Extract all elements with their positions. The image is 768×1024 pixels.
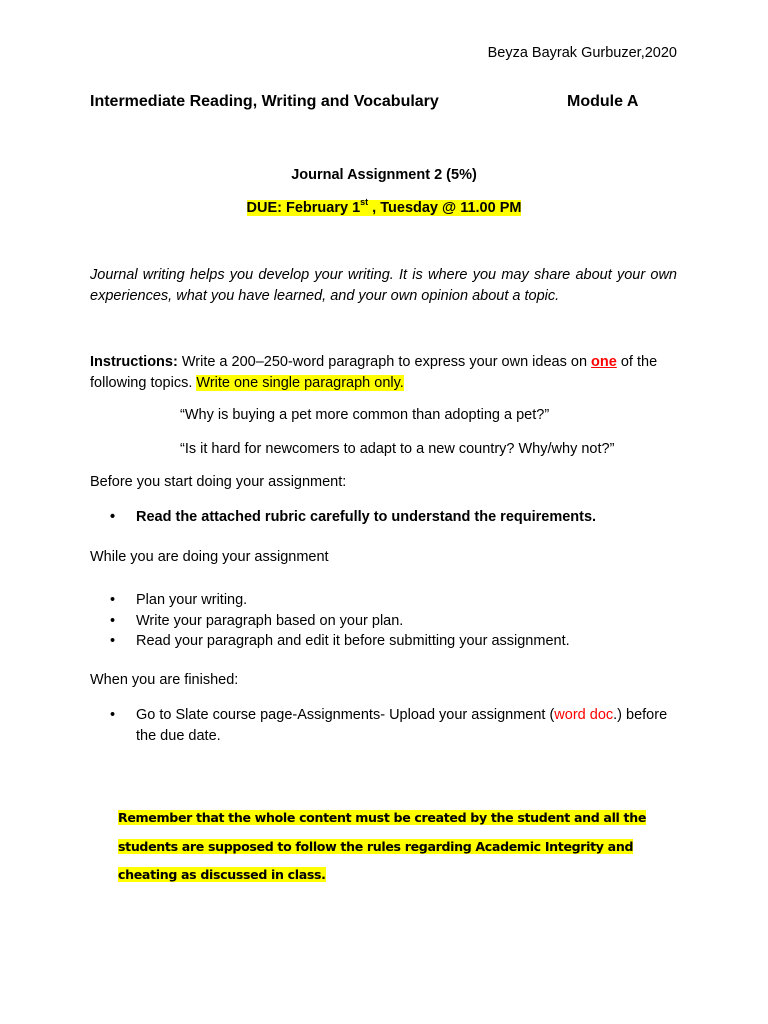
- reminder-highlight: Remember that the whole content must be created by the student and all the students are supposed to follow the rules regarding Academic Integrity and cheating as discussed in class.: [118, 810, 647, 882]
- integrity-reminder: [118, 804, 678, 890]
- instructions-text-1: Write a 200–250-word paragraph to express your own ideas on: [177, 354, 592, 370]
- module-label: Module A: [567, 93, 639, 110]
- bullet-icon: •: [110, 592, 116, 608]
- assignment-title: Journal Assignment 2 (5%): [291, 167, 477, 183]
- topic-2: “Is it hard for newcomers to adapt to a new country? Why/why not?”: [180, 441, 615, 457]
- topic-1: “Why is buying a pet more common than adopting a pet?”: [180, 407, 550, 423]
- due-date-line: [0, 197, 768, 216]
- instructions-text-2: of the following topics.: [90, 354, 658, 391]
- list-item: [110, 631, 680, 652]
- finished-text-2: .) before the due date.: [136, 707, 668, 744]
- list-item-text: Read the attached rubric carefully to understand the requirements.: [136, 509, 597, 525]
- while-heading: While you are doing your assignment: [90, 549, 329, 565]
- list-item-text: Read your paragraph and edit it before submitting your assignment.: [136, 633, 570, 649]
- list-item: [110, 705, 680, 746]
- list-item-text: Plan your writing.: [136, 592, 248, 608]
- due-date-highlight: [246, 197, 522, 216]
- before-list: [110, 507, 680, 528]
- due-ordinal: st: [360, 197, 369, 208]
- bullet-icon: •: [110, 509, 116, 525]
- instructions-paragraph: [90, 352, 677, 394]
- before-heading: Before you start doing your assignment:: [90, 474, 347, 490]
- instructions-emphasis: one: [591, 354, 617, 370]
- bullet-icon: •: [110, 612, 116, 629]
- bullet-icon: •: [110, 633, 116, 649]
- due-prefix: DUE: February 1: [246, 200, 361, 216]
- instructions-label: Instructions:: [90, 354, 178, 370]
- finished-text-1: Go to Slate course page-Assignments- Upload your assignment (: [136, 707, 555, 723]
- list-item: [110, 611, 680, 632]
- finished-heading: When you are finished:: [90, 672, 239, 688]
- bullet-icon: •: [110, 707, 116, 723]
- instructions-highlight: Write one single paragraph only.: [196, 375, 404, 391]
- finished-list: [110, 705, 680, 746]
- author-credit: Beyza Bayrak Gurbuzer,2020: [487, 45, 677, 61]
- course-title: Intermediate Reading, Writing and Vocabulary: [90, 93, 439, 110]
- list-item-text: Write your paragraph based on your plan.: [136, 612, 404, 629]
- list-item: [110, 507, 680, 528]
- intro-paragraph: Journal writing helps you develop your writing. It is where you may share about your own experiences, what you have learned, and your own opinion about a topic.: [90, 267, 677, 304]
- due-suffix: , Tuesday @ 11.00 PM: [368, 200, 522, 216]
- list-item: [110, 590, 680, 611]
- while-list: [110, 590, 680, 652]
- word-doc-label: word doc: [554, 707, 614, 723]
